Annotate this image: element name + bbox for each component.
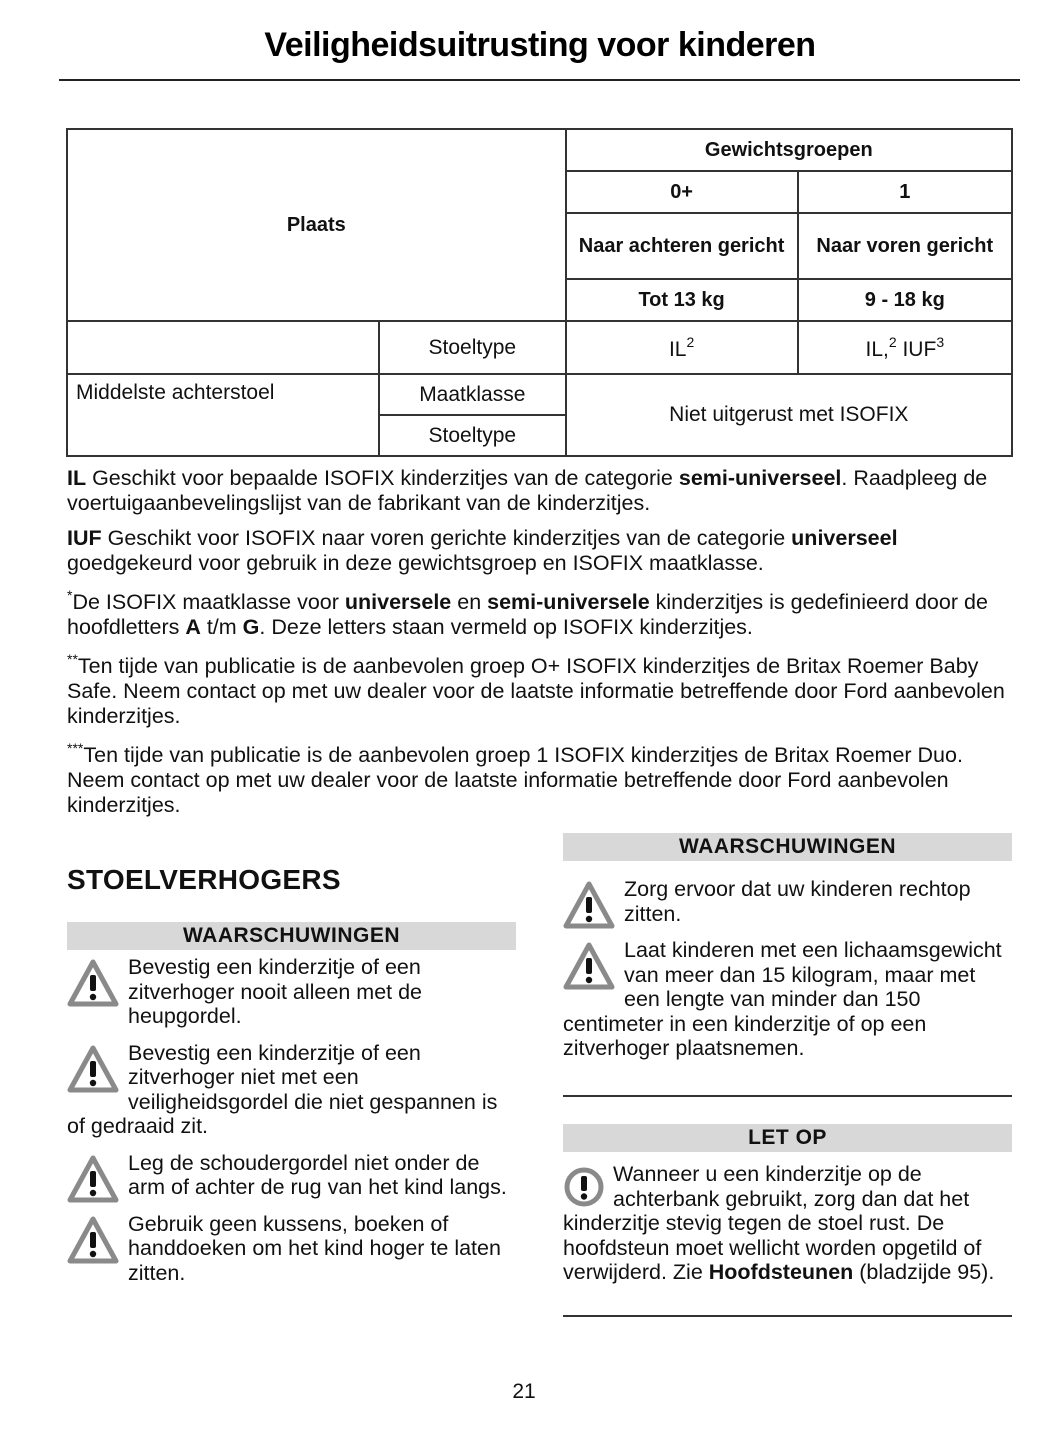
note-star2: **Ten tijde van publicatie is de aanbevolen groep O+ ISOFIX kinderzitjes de Britax Roemer Baby Safe. Neem contact op met uw dealer voor de laatste informatie betreffende door Ford aanbevolen kinderzitjes. — [67, 651, 1005, 728]
table-notes — [67, 466, 1017, 825]
group-0plus: 0+ — [566, 171, 798, 213]
weight-groups-header: Gewichtsgroepen — [566, 129, 1012, 171]
warning-item: Gebruik geen kussens, boeken of handdoeken om het kind hoger te laten zitten. — [67, 1212, 519, 1286]
warning-triangle-icon — [563, 941, 615, 991]
weight-0plus: Tot 13 kg — [566, 279, 798, 321]
title-divider — [59, 79, 1020, 81]
right-warnings-list — [563, 877, 1015, 1069]
headrest-link[interactable]: Hoofdsteunen — [708, 1260, 854, 1284]
place-header: Plaats — [67, 129, 566, 321]
warning-item: Laat kinderen met een lichaamsgewicht van meer dan 15 kilogram, maar met een lengte van minder dan 150 centimeter in een kinderzitje of op een zitverhoger plaatsnemen. — [563, 938, 1002, 1060]
row2-value: Niet uitgerust met ISOFIX — [566, 374, 1012, 456]
warning-item: Bevestig een kinderzitje of een zitverhoger niet met een veiligheidsgordel die niet gespannen is of gedraaid zit. — [67, 1040, 498, 1138]
row1-place — [67, 321, 379, 374]
warning-triangle-icon — [563, 880, 615, 930]
caution-item: Wanneer u een kinderzitje op de achterbank gebruikt, zorg dan dat het kinderzitje stevig tegen de stoel rust. De hoofdsteun moet wellicht worden opgetild of verwijderd. Zie Hoofdsteunen (bladzijde 95). — [563, 1162, 995, 1284]
group-1: 1 — [798, 171, 1012, 213]
right-warnings-banner: WAARSCHUWINGEN — [563, 833, 1012, 861]
page-title: Veiligheidsuitrusting voor kinderen — [264, 26, 816, 64]
warning-item: Zorg ervoor dat uw kinderen rechtop zitten. — [563, 877, 1015, 926]
warning-triangle-icon — [67, 958, 119, 1008]
left-warnings-list — [67, 955, 519, 1297]
warning-triangle-icon — [67, 1044, 119, 1094]
note-iuf: IUF Geschikt voor ISOFIX naar voren gerichte kinderzitjes van de categorie universeel goedgekeurd voor gebruik in deze gewichtsgroep en ISOFIX maatklasse. — [67, 526, 898, 575]
section-title: STOELVERHOGERS — [67, 864, 341, 895]
note-star3: ***Ten tijde van publicatie is de aanbevolen groep 1 ISOFIX kinderzitjes de Britax Roemer Duo. Neem contact op met uw dealer voor de laatste informatie betreffende door Ford aanbevolen kinderzitjes. — [67, 740, 963, 817]
caution-circle-icon — [563, 1165, 605, 1211]
isofix-table — [66, 128, 1013, 457]
page-number: 21 — [512, 1380, 536, 1403]
direction-0plus: Naar achteren gericht — [566, 213, 798, 279]
caution-banner: LET OP — [563, 1124, 1012, 1152]
note-star1: *De ISOFIX maatklasse voor universele en semi-universele kinderzitjes is gedefinieerd door de hoofdletters A t/m G. Deze letters staan vermeld op ISOFIX kinderzitjes. — [67, 587, 988, 639]
caution-end-rule — [563, 1315, 1012, 1317]
warning-item: Leg de schoudergordel niet onder de arm of achter de rug van het kind langs. — [67, 1151, 519, 1200]
warning-triangle-icon — [67, 1154, 119, 1204]
row2-label-type: Stoeltype — [379, 415, 566, 456]
row1-group1-value: IL,$^2$ IUF$^3$ — [798, 321, 1012, 374]
caution-block — [563, 1162, 1015, 1297]
warning-item: Bevestig een kinderzitje of een zitverhoger nooit alleen met de heupgordel. — [67, 955, 519, 1029]
warning-triangle-icon — [67, 1215, 119, 1265]
note-il: IL Geschikt voor bepaalde ISOFIX kinderzitjes van de categorie semi-universeel. Raadpleeg de voertuigaanbevelingslijst van de fabrikant van de kinderzitjes. — [67, 466, 988, 515]
row1-label: Stoeltype — [379, 321, 566, 374]
row2-label-size: Maatklasse — [379, 374, 566, 415]
warnings-end-rule — [563, 1095, 1012, 1097]
direction-1: Naar voren gericht — [798, 213, 1012, 279]
left-warnings-banner: WAARSCHUWINGEN — [67, 922, 516, 950]
row1-group0-value: $IL^2$ — [566, 321, 798, 374]
row2-place: Middelste achterstoel — [67, 374, 379, 456]
weight-1: 9 - 18 kg — [798, 279, 1012, 321]
